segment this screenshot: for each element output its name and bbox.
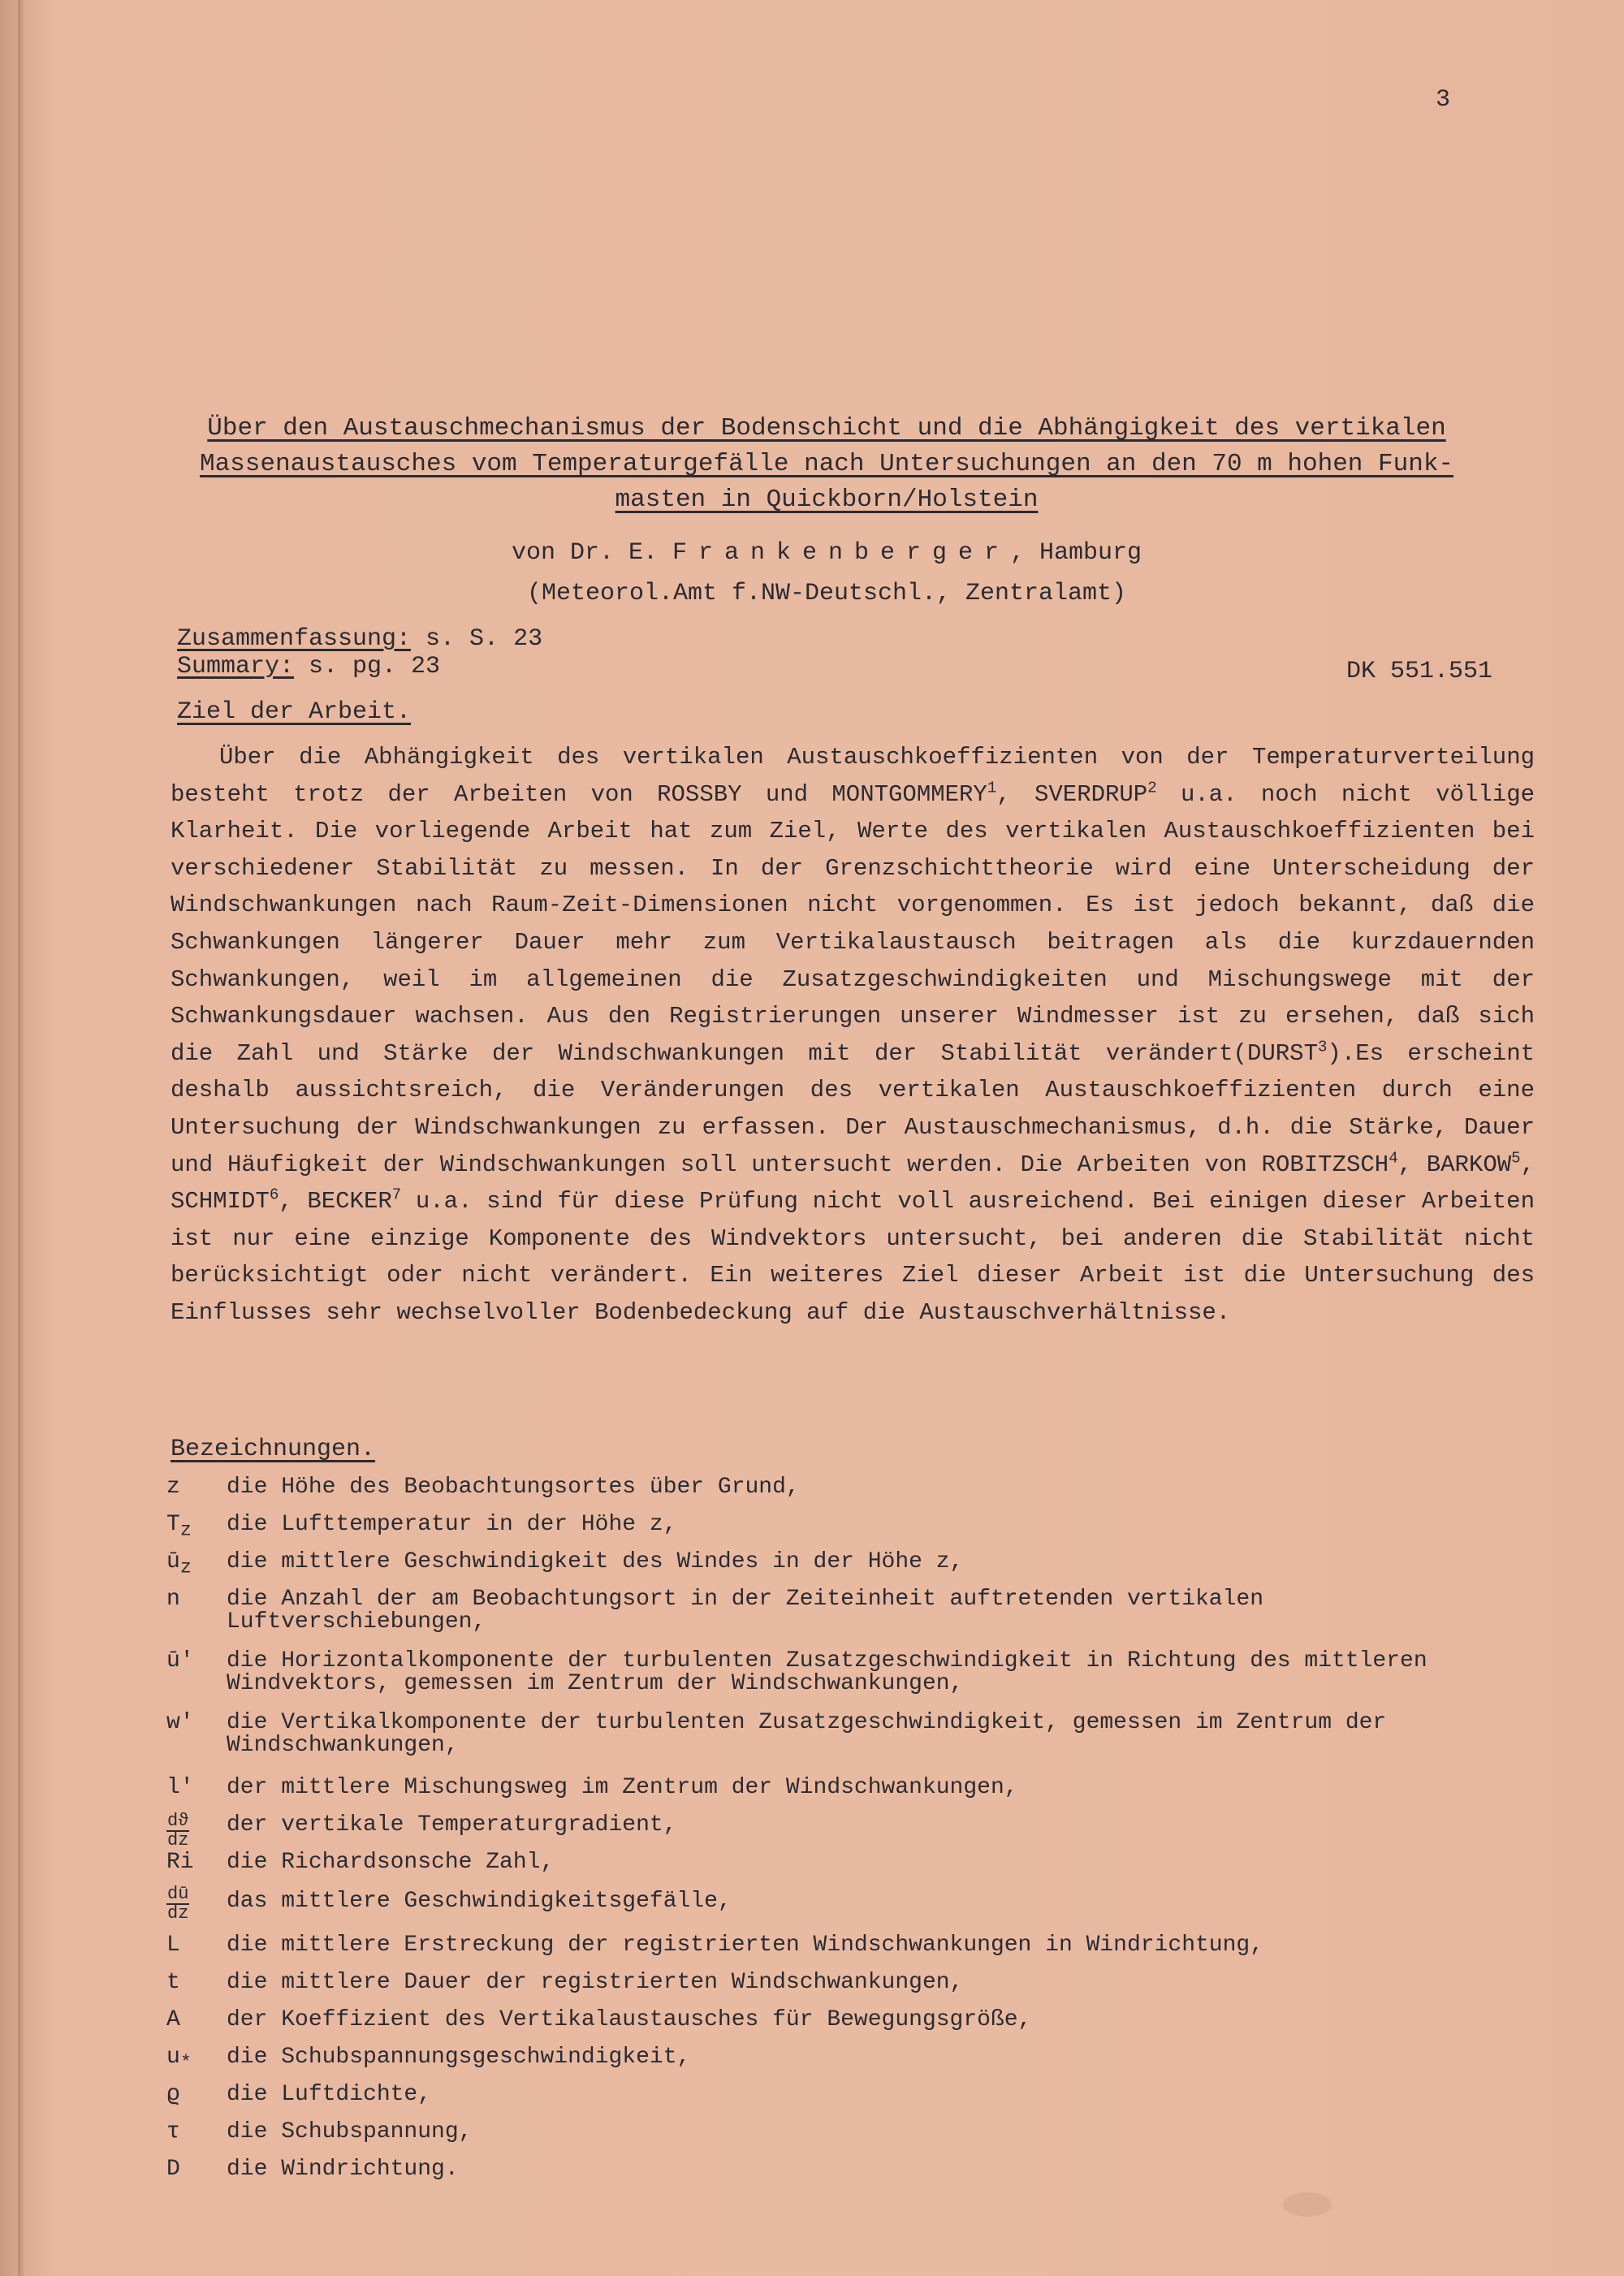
author-line bbox=[177, 533, 1476, 573]
notation-symbol: $\frac{dϑ}{dz}$ bbox=[167, 1811, 189, 1851]
summary-references bbox=[177, 625, 542, 680]
notation-symbol: D bbox=[166, 2157, 180, 2182]
notation-symbol: $u_*$ bbox=[166, 2045, 192, 2075]
notation-text: die Höhe des Beobachtungsortes über Grund, bbox=[227, 1475, 800, 1500]
notation-text: die Schubspannung, bbox=[227, 2119, 473, 2144]
notation-text: die Anzahl der am Beobachtungsort in der Zeiteinheit auftretenden vertikalen Luftverschiebungen, bbox=[227, 1587, 1264, 1635]
notation-text: die Horizontalkomponente der turbulenten Zusatzgeschwindigkeit in Richtung des mittleren Windvektors, gemessen im Zentrum der Windschwankungen, bbox=[227, 1648, 1427, 1696]
summary-en bbox=[177, 653, 542, 680]
aim-text-7: , BECKER bbox=[279, 1188, 392, 1216]
author-city: , Hamburg bbox=[1010, 539, 1142, 567]
notation-symbol: τ bbox=[166, 2119, 180, 2144]
byline bbox=[177, 533, 1476, 614]
aim-text-6: , SCHMIDT bbox=[171, 1151, 1535, 1216]
notation-symbol: n bbox=[166, 1587, 180, 1612]
aim-heading: Ziel der Arbeit. bbox=[177, 698, 412, 726]
paper-stain bbox=[1283, 2192, 1332, 2217]
aim-paragraph bbox=[171, 739, 1535, 1332]
aim-text-8: u.a. sind für diese Prüfung nicht voll ausreichend. Bei einigen dieser Arbeiten ist nur eine einzige Komponente des Windvektors untersucht, bei anderen die Stabilität nicht berücksichtigt oder nicht verändert. Ein weiteres Ziel dieser Arbeit ist die Untersuchung des Einflusses sehr wechselvoller Bodenbedeckung auf die Austauschverhältnisse. bbox=[171, 1188, 1535, 1326]
notation-text: das mittlere Geschwindigkeitsgefälle, bbox=[227, 1889, 732, 1914]
notation-symbol: A bbox=[166, 2007, 180, 2032]
summary-de-ref: s. S. 23 bbox=[411, 625, 543, 653]
notation-symbol: Ri bbox=[166, 1850, 194, 1875]
footnote-ref-1: 1 bbox=[987, 778, 997, 797]
title-line-1: Über den Austauschmechanismus der Bodenschicht und die Abhängigkeit des vertikalen bbox=[207, 414, 1446, 443]
notation-symbol: z bbox=[166, 1475, 180, 1500]
notation-text: die Luftdichte, bbox=[227, 2082, 432, 2107]
notation-text: die mittlere Geschwindigkeit des Windes in der Höhe z, bbox=[227, 1549, 964, 1574]
notation-symbol: ϱ bbox=[166, 2082, 180, 2107]
footnote-ref-6: 6 bbox=[269, 1186, 279, 1204]
aim-text-4: ).Es erscheint deshalb aussichtsreich, die Veränderungen des vertikalen Austauschkoeffizienten durch eine Untersuchung der Windschwankungen zu erfassen. Der Austauschmechanismus, d.h. die Stärke, Dauer und Häufigkeit der Windschwankungen soll untersucht werden. Die Arbeiten von ROBITZSCH bbox=[171, 1039, 1535, 1178]
notation-symbol: ū' bbox=[166, 1648, 194, 1674]
article-title bbox=[177, 411, 1476, 518]
notation-text: die mittlere Erstreckung der registrierten Windschwankungen in Windrichtung, bbox=[227, 1933, 1264, 1958]
footnote-ref-7: 7 bbox=[391, 1186, 402, 1204]
author-prefix: von Dr. E. bbox=[511, 539, 658, 567]
footnote-ref-5: 5 bbox=[1511, 1148, 1521, 1167]
summary-en-ref: s. pg. 23 bbox=[294, 653, 441, 680]
notation-symbol: L bbox=[166, 1933, 180, 1958]
aim-text-5: , BARKOW bbox=[1397, 1151, 1512, 1178]
notation-text: die Richardsonsche Zahl, bbox=[227, 1850, 555, 1875]
notation-text: die Windrichtung. bbox=[227, 2157, 459, 2182]
footnote-ref-4: 4 bbox=[1389, 1148, 1398, 1167]
aim-text-3: u.a. noch nicht völlige Klarheit. Die vorliegende Arbeit hat zum Ziel, Werte des vertikalen Austauschkoeffizienten bei verschiedener Stabilität zu messen. In der Grenzschichttheorie wird eine Unterscheidung der Windschwankungen nach Raum-Zeit-Dimensionen nicht vorgenommen. Es ist jedoch bekannt, daß die Schwankungen längerer Dauer mehr zum Vertikalaustausch beitragen als die kurzdauernden Schwankungen, weil im allgemeinen die Zusatzgeschwindigkeiten und Mischungswege mit der Schwankungsdauer wachsen. Aus den Registrierungen unserer Windmesser ist zu ersehen, daß sich die Zahl und Stärke der Windschwankungen mit der Stabilität verändert(DURST bbox=[171, 780, 1535, 1067]
notation-symbol: t bbox=[166, 1970, 180, 1995]
aim-text-1: Über die Abhängigkeit des vertikalen Austauschkoeffizienten von der Temperaturverteilung besteht trotz der Arbeiten von ROSSBY und MONTGOMMERY bbox=[171, 744, 1535, 808]
notation-symbol: l' bbox=[166, 1775, 194, 1800]
notation-text: die Vertikalkomponente der turbulenten Zusatzgeschwindigkeit, gemessen im Zentrum der Windschwankungen, bbox=[227, 1710, 1387, 1758]
notation-heading: Bezeichnungen. bbox=[171, 1436, 376, 1463]
dk-classification: DK 551.551 bbox=[1346, 658, 1493, 685]
author-affiliation: (Meteorol.Amt f.NW-Deutschl., Zentralamt) bbox=[526, 580, 1127, 607]
binding-edge bbox=[18, 0, 24, 2276]
title-line-3: masten in Quickborn/Holstein bbox=[615, 486, 1039, 514]
aim-text-2: , SVERDRUP bbox=[996, 780, 1148, 808]
notation-text: der mittlere Mischungsweg im Zentrum der Windschwankungen, bbox=[227, 1775, 1018, 1800]
notation-text: der Koeffizient des Vertikalaustausches für Bewegungsgröße, bbox=[227, 2007, 1032, 2032]
footnote-ref-3: 3 bbox=[1317, 1038, 1328, 1056]
summary-en-label: Summary: bbox=[177, 653, 295, 680]
notation-symbol: $\frac{dū}{dz}$ bbox=[167, 1884, 189, 1924]
title-line-2: Massenaustausches vom Temperaturgefälle nach Untersuchungen an den 70 m hohen Funk- bbox=[199, 450, 1454, 478]
notation-symbol: w' bbox=[166, 1710, 194, 1735]
author-name: Frankenberger bbox=[672, 539, 1011, 567]
notation-symbol: $T_z$ bbox=[166, 1512, 192, 1542]
footnote-ref-2: 2 bbox=[1147, 778, 1157, 797]
notation-text: der vertikale Temperaturgradient, bbox=[227, 1812, 677, 1838]
notation-symbol: $ū_z$ bbox=[166, 1549, 192, 1579]
summary-de-label: Zusammenfassung: bbox=[177, 625, 412, 653]
notation-text: die Lufttemperatur in der Höhe z, bbox=[227, 1512, 677, 1537]
summary-de bbox=[177, 625, 542, 653]
page-number: 3 bbox=[1436, 86, 1451, 114]
notation-text: die mittlere Dauer der registrierten Windschwankungen, bbox=[227, 1970, 964, 1995]
notation-text: die Schubspannungsgeschwindigkeit, bbox=[227, 2045, 691, 2070]
